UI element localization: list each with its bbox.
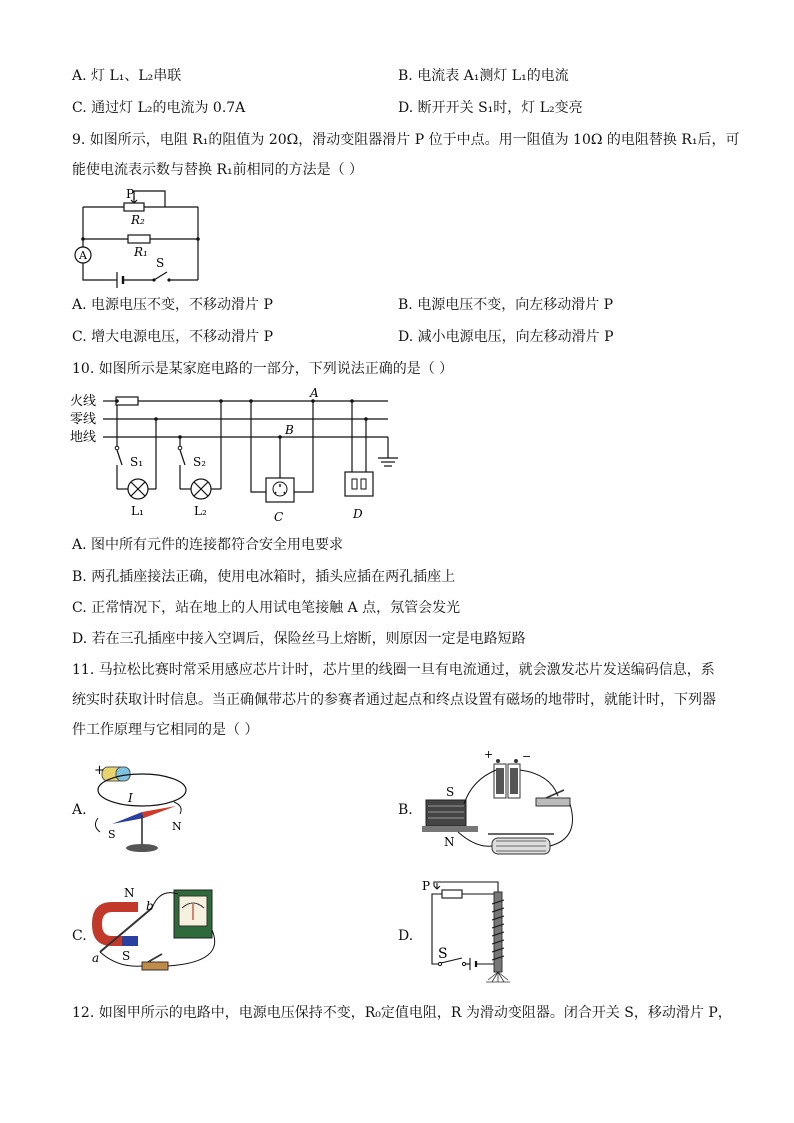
fuse-icon bbox=[116, 397, 138, 405]
switch-s1-icon bbox=[117, 450, 122, 465]
q11-stem-line3: 件工作原理与它相同的是（ ） bbox=[72, 722, 259, 738]
q10-option-d: D. 若在三孔插座中接入空调后，保险丝马上熔断，则原因一定是电路短路 bbox=[72, 631, 526, 647]
label-l1: L₁ bbox=[131, 504, 144, 518]
q8-option-c: C. 通过灯 L₂的电流为 0.7A bbox=[72, 100, 246, 116]
compass-needle-icon bbox=[112, 812, 144, 824]
coil-icon bbox=[492, 892, 504, 972]
q10-option-c: C. 正常情况下，站在地上的人用试电笔接触 A 点，氖管会发光 bbox=[72, 600, 461, 616]
label-live-wire: 火线 bbox=[70, 394, 97, 409]
switch-icon bbox=[154, 272, 167, 280]
label-end-a: a bbox=[92, 951, 100, 965]
q9-circuit-diagram bbox=[70, 188, 210, 283]
label-pole-n: N bbox=[444, 835, 455, 849]
two-hole-socket-icon bbox=[345, 472, 373, 496]
q12-stem: 12. 如图甲所示的电路中，电源电压保持不变，R₀定值电阻，R 为滑动变阻器。闭合开关 S，移动滑片 P， bbox=[72, 1005, 732, 1021]
three-hole-socket-icon bbox=[266, 478, 294, 502]
label-ground-wire: 地线 bbox=[70, 430, 97, 445]
q10-option-b: B. 两孔插座接法正确，使用电冰箱时，插头应插在两孔插座上 bbox=[72, 569, 456, 585]
q11-option-c-letter: C. bbox=[72, 928, 87, 944]
label-point-a: A bbox=[310, 386, 319, 400]
label-plus: + bbox=[94, 763, 105, 778]
label-magnet-n: N bbox=[124, 886, 135, 900]
label-r1: R₁ bbox=[134, 245, 148, 259]
label-point-b: B bbox=[285, 423, 294, 437]
label-end-b: b bbox=[146, 899, 154, 913]
r1-resistor bbox=[128, 235, 150, 243]
label-socket-c: C bbox=[274, 510, 284, 524]
q9-stem-line2: 能使电流表示数与替换 R₁前相同的方法是（ ） bbox=[72, 162, 364, 178]
label-socket-d: D bbox=[353, 507, 363, 521]
slider-arrow-icon bbox=[434, 883, 440, 889]
lamp-l2-icon bbox=[180, 479, 211, 499]
q10-household-circuit-diagram bbox=[70, 386, 410, 526]
label-r2: R₂ bbox=[131, 213, 145, 227]
q11-option-a-letter: A. bbox=[72, 802, 87, 818]
r2-resistor bbox=[124, 203, 144, 211]
label-current: I bbox=[128, 791, 133, 805]
label-p: P bbox=[422, 879, 431, 893]
label-neutral-wire: 零线 bbox=[70, 412, 97, 427]
electromagnet-icon bbox=[422, 800, 478, 832]
q8-option-d: D. 断开开关 S₁时，灯 L₂变亮 bbox=[398, 100, 583, 116]
q11-option-d-letter: D. bbox=[398, 928, 414, 944]
switch-s2-icon bbox=[180, 450, 185, 465]
battery-pack-icon bbox=[494, 759, 520, 798]
label-battery-minus: − bbox=[522, 750, 532, 763]
q11-option-b-letter: B. bbox=[398, 802, 413, 818]
label-needle-s: S bbox=[108, 828, 116, 841]
q11-option-b-figure bbox=[418, 748, 588, 864]
q9-option-b: B. 电源电压不变，向左移动滑片 P bbox=[398, 297, 614, 313]
q9-option-d: D. 减小电源电压，向左移动滑片 P bbox=[398, 329, 614, 345]
q11-option-c-figure bbox=[88, 882, 228, 978]
label-s1: S₁ bbox=[130, 455, 144, 469]
label-needle-n: N bbox=[172, 820, 182, 833]
label-l2: L₂ bbox=[194, 504, 207, 518]
rheostat-icon bbox=[488, 834, 554, 854]
label-battery-plus: + bbox=[484, 748, 494, 761]
q9-stem-line1: 9. 如图所示，电阻 R₁的阻值为 20Ω，滑动变阻器滑片 P 位于中点。用一阻值为 10Ω 的电阻替换 R₁后，可 bbox=[72, 132, 740, 148]
rheostat-icon bbox=[442, 890, 462, 898]
pins-icon bbox=[486, 972, 510, 982]
q11-option-a-figure bbox=[84, 762, 194, 860]
label-switch-s: S bbox=[438, 946, 448, 962]
label-switch: S bbox=[156, 256, 165, 270]
q9-option-a: A. 电源电压不变，不移动滑片 P bbox=[72, 297, 273, 313]
label-p: P bbox=[126, 187, 135, 201]
label-magnet-s: S bbox=[122, 949, 131, 963]
knife-switch-icon bbox=[142, 954, 168, 970]
q10-option-a: A. 图中所有元件的连接都符合安全用电要求 bbox=[72, 537, 344, 553]
label-ammeter: A bbox=[79, 249, 87, 262]
label-pole-s: S bbox=[446, 785, 455, 799]
lamp-l1-icon bbox=[117, 479, 148, 499]
q9-option-c: C. 增大电源电压，不移动滑片 P bbox=[72, 329, 273, 345]
knife-switch-icon bbox=[536, 798, 570, 806]
label-s2: S₂ bbox=[193, 455, 207, 469]
q11-stem-line1: 11. 马拉松比赛时常采用感应芯片计时，芯片里的线圈一旦有电流通过，就会激发芯片发送编码信息，系 bbox=[72, 662, 715, 678]
q8-option-b: B. 电流表 A₁测灯 L₁的电流 bbox=[398, 68, 569, 84]
q10-stem: 10. 如图所示是某家庭电路的一部分，下列说法正确的是（ ） bbox=[72, 361, 454, 377]
q11-stem-line2: 统实时获取计时信息。当正确佩带芯片的参赛者通过起点和终点设置有磁场的地带时，就能计时，下列器 bbox=[72, 692, 716, 708]
galvanometer-icon bbox=[174, 890, 212, 938]
q11-option-d-figure bbox=[420, 878, 520, 982]
q8-option-a: A. 灯 L₁、L₂串联 bbox=[72, 68, 182, 84]
